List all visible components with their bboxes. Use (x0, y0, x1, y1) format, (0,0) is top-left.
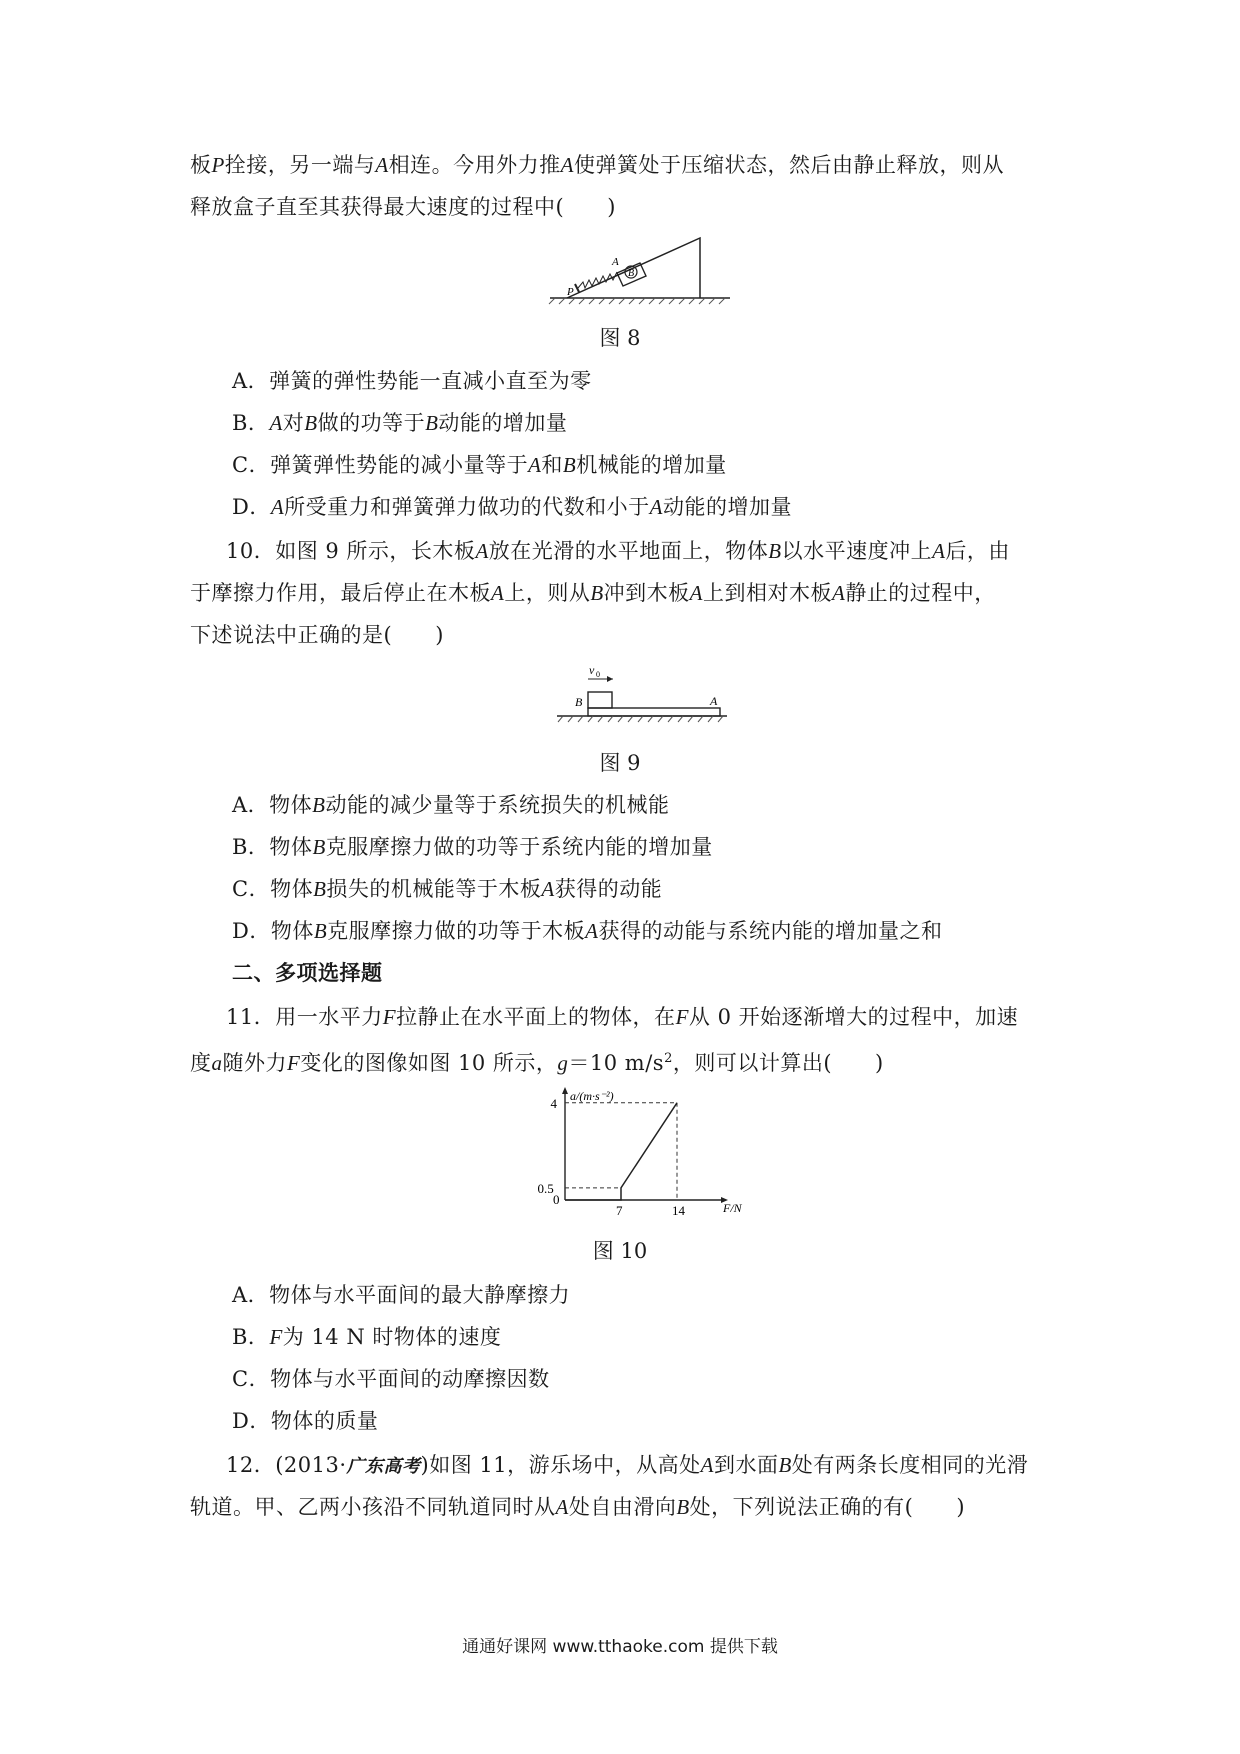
q9-option-b: B．A对B做的功等于B动能的增加量 (232, 411, 568, 435)
q10-option-b: B．物体B克服摩擦力做的功等于系统内能的增加量 (232, 835, 713, 859)
figure-9-caption: 图 9 (599, 751, 641, 775)
q10-option-d: D．物体B克服摩擦力做的功等于木板A获得的动能与系统内能的增加量之和 (232, 919, 943, 943)
q12-line-1: 12．(2013·广东高考)如图 11，游乐场中，从高处A到水面B处有两条长度相同的光滑 (226, 1453, 1029, 1477)
section-heading-multiple-choice: 二、多项选择题 (232, 960, 383, 985)
q10-line-1: 10．如图 9 所示，长木板A放在光滑的水平地面上，物体B以水平速度冲上A后，由 (226, 539, 1010, 563)
figure-9-label-v-sub: 0 (596, 670, 600, 679)
q9-option-d: D．A所受重力和弹簧弹力做功的代数和小于A动能的增加量 (232, 495, 792, 519)
figure-9-label-a: A (710, 694, 718, 708)
q10-line-3: 下述说法中正确的是( ) (190, 623, 444, 647)
figure-8-incline (545, 232, 735, 307)
chart-x-tick-label: 14 (672, 1203, 685, 1218)
chart-x-label: F/N (723, 1201, 742, 1215)
figure-8-label-p: P (567, 286, 574, 298)
q11-line-2: 度a随外力F变化的图像如图 10 所示，g＝10 $m/s^2$，则可以计算出( ) (190, 1051, 884, 1075)
figure-9-board (555, 660, 730, 735)
q9-line-2: 释放盒子直至其获得最大速度的过程中( ) (190, 195, 616, 219)
figure-8-label-b: B (628, 268, 635, 279)
figure-9-label-v: v (589, 663, 595, 677)
chart-y-tick-label: 4 (550, 1095, 557, 1111)
q11-option-a: A．物体与水平面间的最大静摩擦力 (232, 1283, 571, 1307)
chart-y-tick-label: 0.5 (537, 1180, 554, 1196)
q10-option-a: A．物体B动能的减少量等于系统损失的机械能 (232, 793, 670, 817)
figure-10-caption: 图 10 (592, 1239, 648, 1263)
q9-option-a: A．弹簧的弹性势能一直减小直至为零 (232, 369, 592, 393)
chart-origin-label: 0 (553, 1192, 560, 1207)
figure-9-label-b: B (575, 695, 583, 709)
q12-line-2: 轨道。甲、乙两小孩沿不同轨道同时从A处自由滑向B处，下列说法正确的有( ) (190, 1495, 966, 1519)
q10-line-2: 于摩擦力作用，最后停止在木板A上，则从B冲到木板A上到相对木板A静止的过程中， (190, 581, 996, 605)
chart-y-axis-arrow (562, 1087, 568, 1094)
q11-line-1: 11．用一水平力F拉静止在水平面上的物体，在F从 0 开始逐渐增大的过程中，加速 (226, 1005, 1019, 1029)
q11-option-d: D．物体的质量 (232, 1409, 379, 1433)
q11-option-c: C．物体与水平面间的动摩擦因数 (232, 1367, 550, 1391)
q11-option-b: B．F为 14 N 时物体的速度 (232, 1325, 502, 1349)
q10-option-c: C．物体B损失的机械能等于木板A获得的动能 (232, 877, 663, 901)
q9-option-c: C．弹簧弹性势能的减小量等于A和B机械能的增加量 (232, 453, 727, 477)
figure-10-graph (525, 1080, 755, 1225)
figure-8-label-a: A (612, 256, 619, 268)
q9-line-1: 板P拴接，另一端与A相连。今用外力推A使弹簧处于压缩状态，然后由静止释放，则从 (190, 153, 1004, 177)
chart-series-line (565, 1103, 677, 1200)
figure-8-caption: 图 8 (599, 326, 641, 350)
page-footer: 通通好课网 www.tthaoke.com 提供下载 (462, 1637, 778, 1657)
chart-y-label: a/(m·s⁻²) (570, 1089, 614, 1103)
chart-x-tick-label: 7 (616, 1203, 623, 1218)
